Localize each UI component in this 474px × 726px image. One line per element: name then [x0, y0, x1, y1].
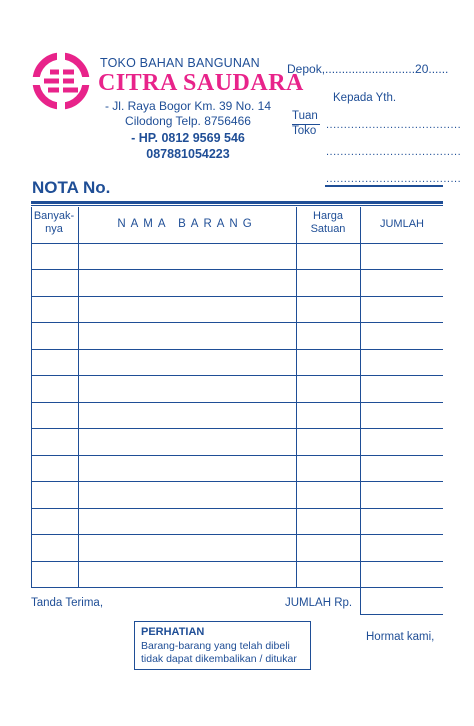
address-line-1: - Jl. Raya Bogor Km. 39 No. 14: [104, 99, 272, 113]
header-banyaknya: Banyak- nya: [33, 210, 75, 235]
table-top-border-inner: [31, 205, 443, 206]
shop-name: CITRA SAUDARA: [98, 70, 304, 96]
table-row[interactable]: [31, 402, 443, 403]
perhatian-line-1: Barang-barang yang telah dibeli: [141, 640, 290, 652]
phone-line-1: - HP. 0812 9569 546: [131, 131, 245, 145]
recipient-line-3[interactable]: ......................................: [326, 173, 462, 185]
table-row[interactable]: [31, 508, 443, 509]
table-row[interactable]: [31, 269, 443, 270]
col-divider-nama: [296, 207, 297, 587]
citra-saudara-logo-icon: [30, 52, 92, 110]
table-row[interactable]: [31, 455, 443, 456]
tuan-label: Tuan: [292, 110, 318, 122]
kepada-label: Kepada Yth.: [333, 92, 397, 104]
table-row[interactable]: [31, 322, 443, 323]
perhatian-notice: [134, 621, 311, 670]
shop-type: TOKO BAHAN BANGUNAN: [100, 56, 260, 70]
header-bottom-line: [31, 243, 443, 244]
table-row[interactable]: [31, 534, 443, 535]
top-rule: [325, 185, 443, 187]
header-nama-barang: NAMA BARANG: [117, 218, 257, 230]
address-line-2: Cilodong Telp. 8756466: [125, 114, 251, 128]
perhatian-title: PERHATIAN: [141, 626, 205, 638]
table-row[interactable]: [31, 561, 443, 562]
tanda-terima-label: Tanda Terima,: [31, 597, 104, 609]
table-row[interactable]: [31, 428, 443, 429]
table-top-border: [31, 201, 443, 204]
hormat-kami-label: Hormat kami,: [366, 631, 435, 643]
jumlah-rp-label: JUMLAH Rp.: [285, 597, 353, 609]
header-harga-satuan: Harga Satuan: [310, 210, 346, 235]
recipient-line-1[interactable]: ......................................: [326, 119, 462, 131]
total-box-left: [360, 587, 361, 614]
table-row[interactable]: [31, 349, 443, 350]
total-box-bottom: [360, 614, 443, 615]
col-divider-harga: [360, 207, 361, 587]
place-date-field[interactable]: Depok,...........................20......: [287, 62, 449, 76]
phone-line-2: 087881054223: [146, 147, 230, 161]
table-row[interactable]: [31, 481, 443, 482]
items-table: [31, 201, 443, 587]
header-jumlah: JUMLAH: [379, 218, 424, 230]
toko-label: Toko: [292, 125, 317, 137]
table-row[interactable]: [31, 296, 443, 297]
table-row[interactable]: [31, 375, 443, 376]
recipient-line-2[interactable]: ......................................: [326, 146, 462, 158]
nota-number-label: NOTA No.: [32, 178, 111, 197]
col-divider-banyak: [78, 207, 79, 587]
table-border-left: [31, 207, 32, 587]
total-amount-field[interactable]: [360, 587, 443, 615]
perhatian-line-2: tidak dapat dikembalikan / ditukar: [141, 653, 297, 665]
